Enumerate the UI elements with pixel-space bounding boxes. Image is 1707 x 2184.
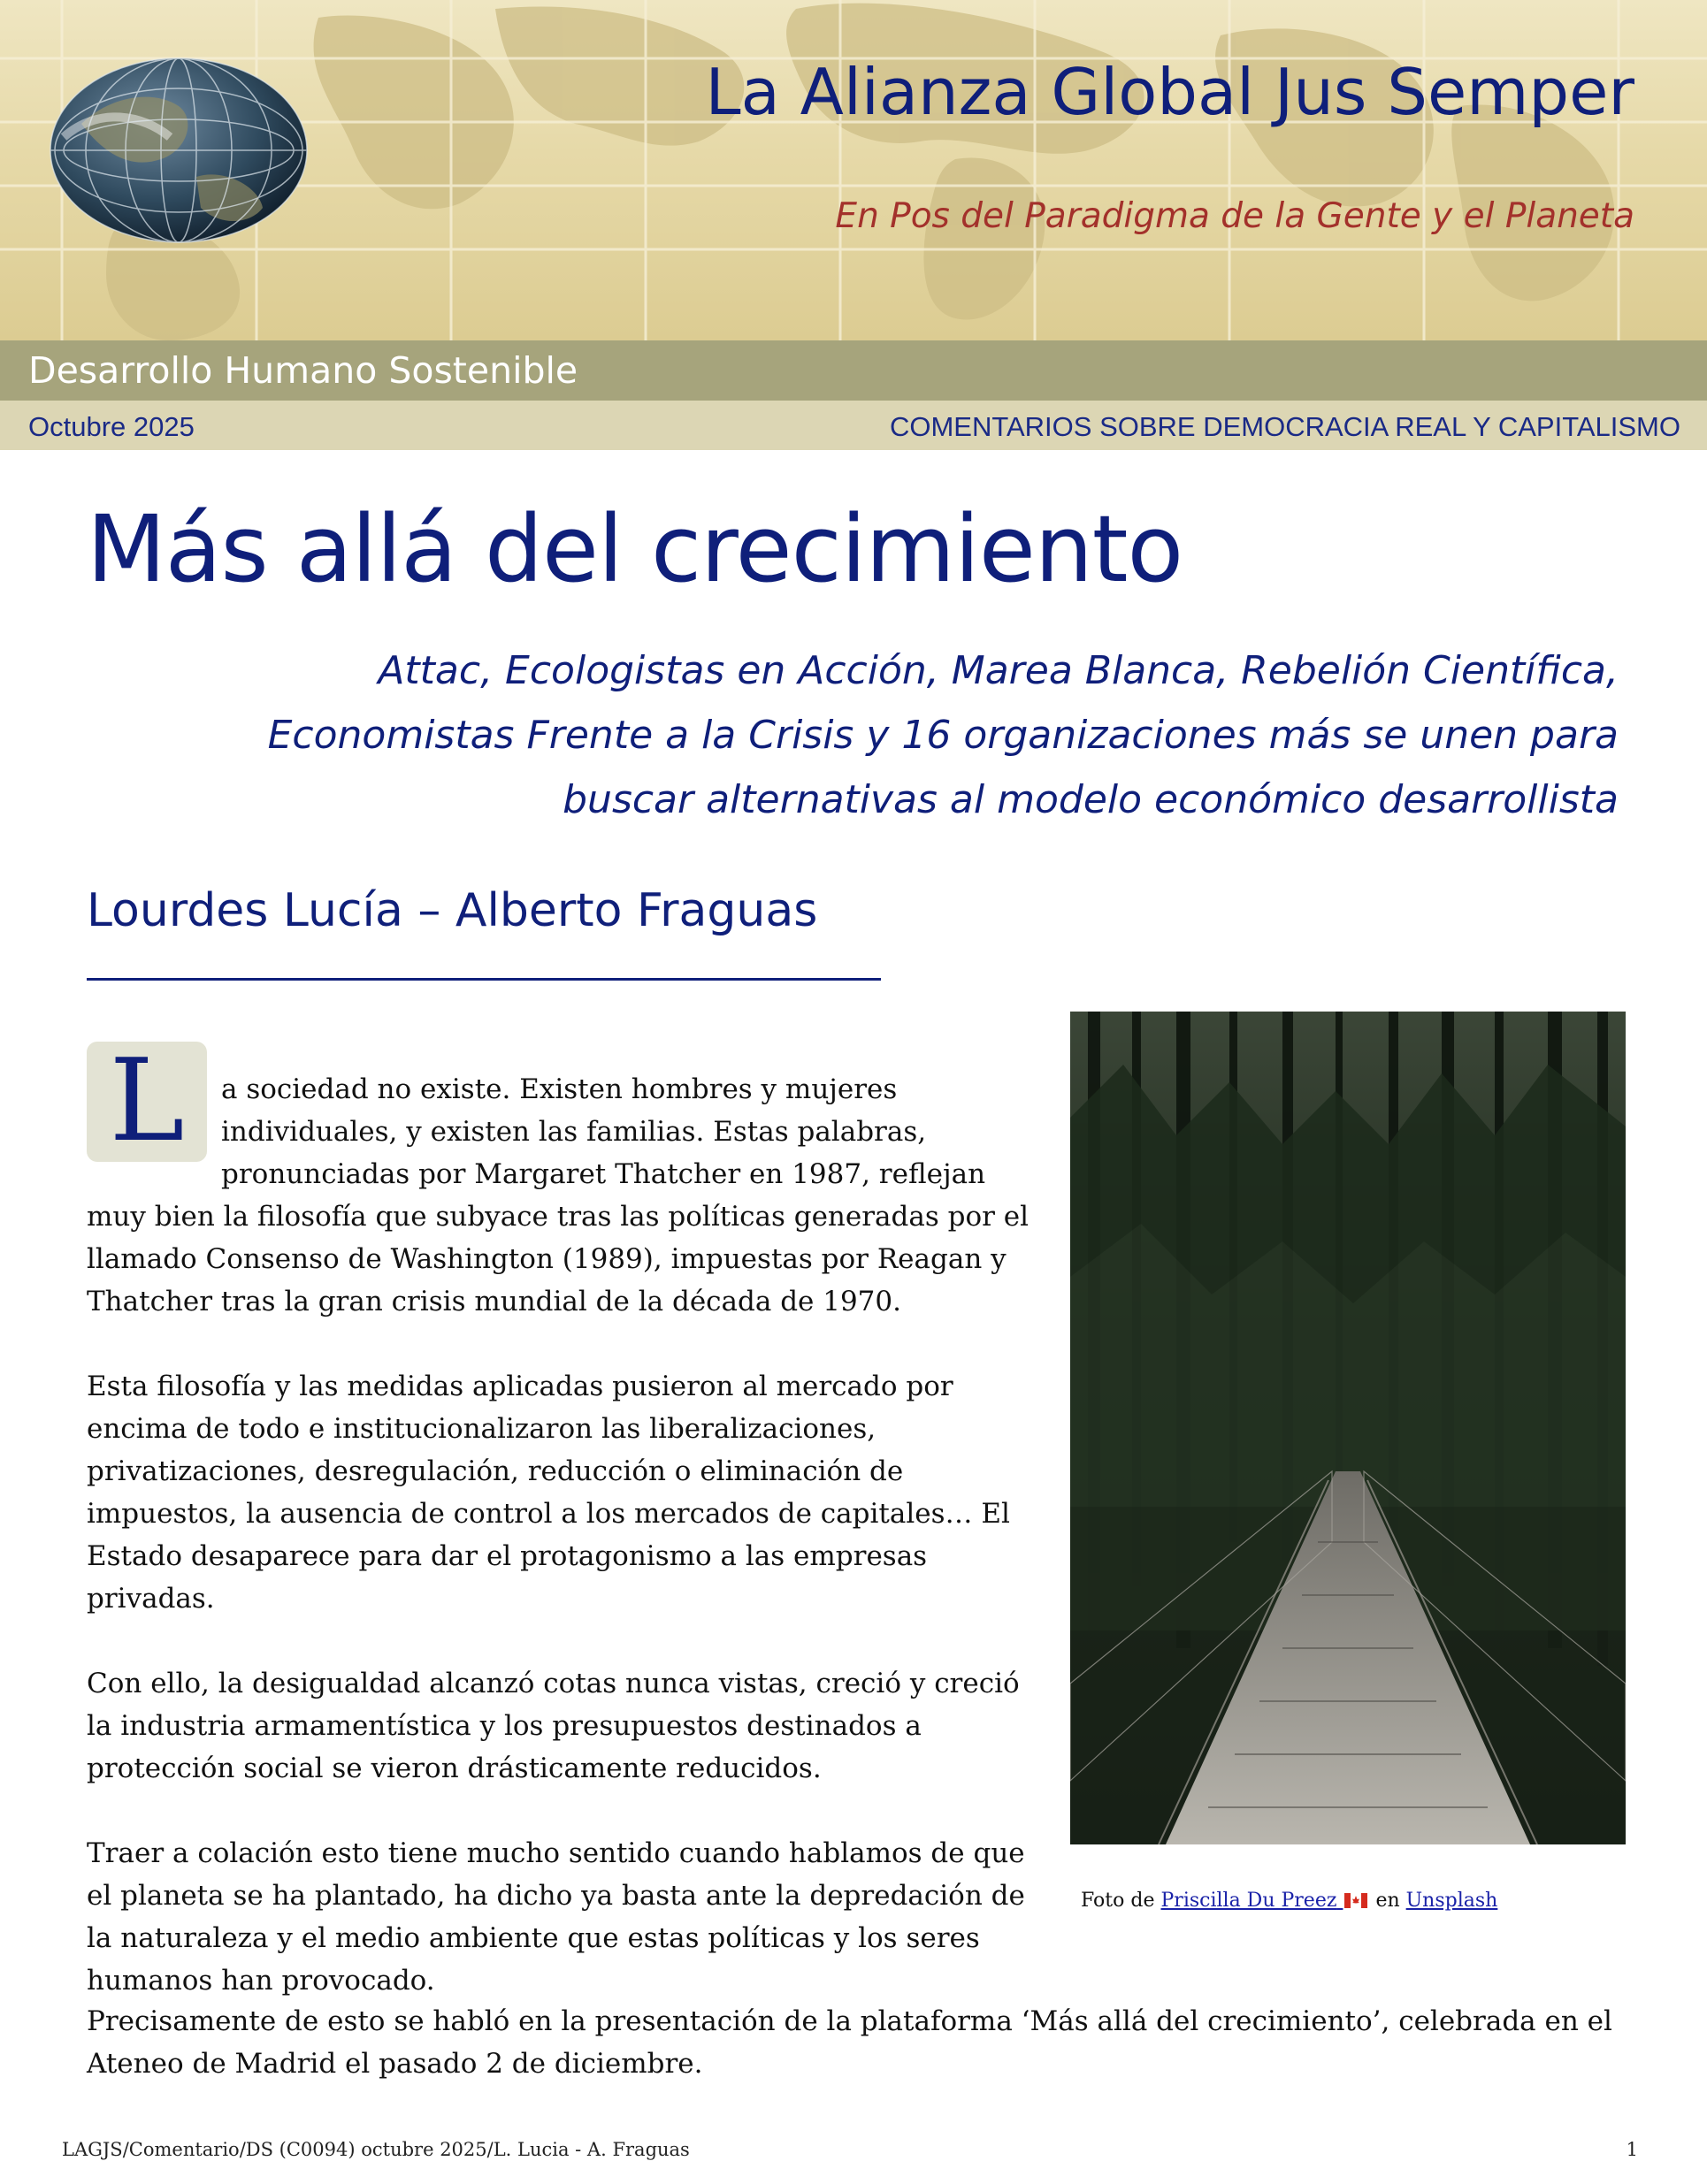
caption-middle: en	[1375, 1890, 1400, 1912]
site-tagline: En Pos del Paradigma de la Gente y el Planeta	[835, 196, 1634, 236]
date-bar	[0, 401, 1707, 450]
article-paragraph-4: Traer a colación esto tiene mucho sentido cuando hablamos de que el planeta se ha plantado, ha dicho ya basta ante la depredación de la naturaleza y el medio ambiente que estas políticas y los seres humanos han provocado.	[87, 1837, 1025, 1997]
article-body	[87, 1035, 1051, 2044]
article-authors: Lourdes Lucía – Alberto Fraguas	[87, 884, 818, 937]
globe-logo-icon	[46, 53, 311, 248]
forest-bridge-illustration	[1070, 1012, 1626, 1844]
header-banner	[0, 0, 1707, 340]
author-divider	[87, 978, 881, 981]
issue-date: Octubre 2025	[28, 411, 195, 442]
section-label: Desarrollo Humano Sostenible	[28, 349, 578, 392]
article-subtitle: Attac, Ecologistas en Acción, Marea Blanca, Rebelión Científica, Economistas Frente a la Crisis y 16 organizaciones más se unen para buscar alternativas al modelo económico desarrollista	[267, 648, 1619, 822]
page-number: 1	[1626, 2139, 1638, 2160]
article-paragraph-3: Con ello, la desigualdad alcanzó cotas nunca vistas, creció y creció la industria armamentística y los presupuestos destinados a protección social se vieron drásticamente reducidos.	[87, 1668, 1020, 1784]
article-paragraph-5: Precisamente de esto se habló en la presentación de la plataforma ‘Más allá del crecimiento’, celebrada en el Ateneo de Madrid el pasado 2 de diciembre.	[87, 2005, 1612, 2080]
source-link[interactable]: Unsplash	[1405, 1890, 1498, 1912]
article-paragraph-1	[87, 1035, 1051, 1323]
drop-cap: L	[87, 1042, 207, 1162]
paragraph-text: a sociedad no existe. Existen hombres y mujeres individuales, y existen las familias. Estas palabras, pronunciadas por Margaret Thatcher en 1987, reflejan muy bien la filosofía que subyace tras las políticas generadas por el llamado Consenso de Washington (1989), impuestas por Reagan y Thatcher tras la gran crisis mundial de la década de 1970.	[87, 1073, 1030, 1317]
forest-bridge-photo	[1070, 1012, 1626, 1844]
footer-reference: LAGJS/Comentario/DS (C0094) octubre 2025/L. Lucia - A. Fraguas	[62, 2139, 690, 2160]
article-paragraph-2: Esta filosofía y las medidas aplicadas pusieron al mercado por encima de todo e institucionalizaron las liberalizaciones, privatizaciones, desregulación, reducción o eliminación de impuestos, la ausencia de control a los mercados de capitales… El Estado desaparece para dar el protagonismo a las empresas privadas.	[87, 1371, 1010, 1615]
canada-flag-icon	[1344, 1893, 1367, 1908]
section-bar	[0, 340, 1707, 401]
photographer-name: Priscilla Du Preez	[1160, 1890, 1337, 1912]
photographer-link[interactable]	[1161, 1890, 1370, 1912]
article-title: Más allá del crecimiento	[87, 495, 1183, 603]
series-label: COMENTARIOS SOBRE DEMOCRACIA REAL Y CAPITALISMO	[889, 411, 1680, 442]
caption-prefix: Foto de	[1081, 1890, 1155, 1912]
site-title: La Alianza Global Jus Semper	[705, 55, 1634, 129]
photo-caption	[1081, 1890, 1497, 1912]
